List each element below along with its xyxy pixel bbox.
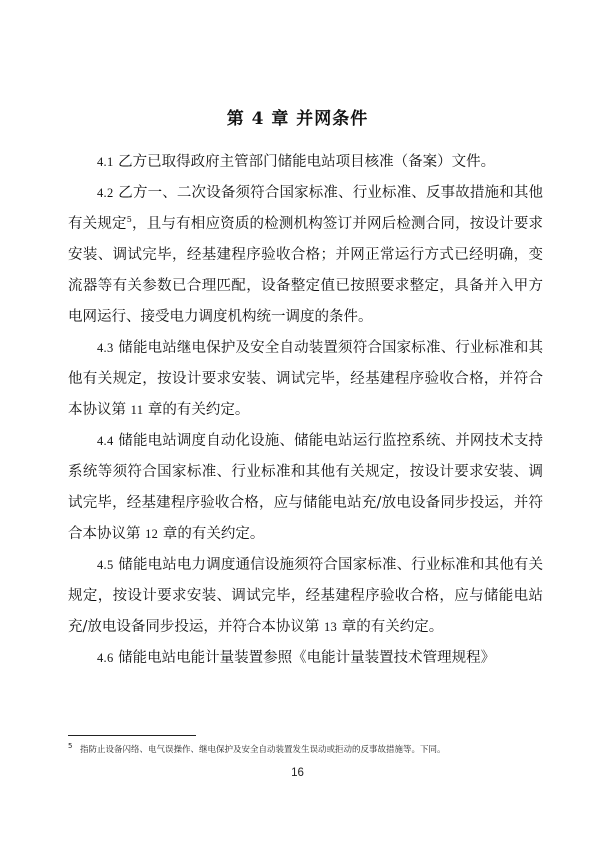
chapter-title: 第 4 章 并网条件 — [226, 109, 369, 129]
paragraph-4-1 — [68, 147, 543, 178]
clause-text: 储能电站电力调度通信设施须符合国家标准、行业标准和其他有关规定，按设计要求安装、调试完毕，经基建程序验收合格，应与储能电站充/放电设备同步投运，并符合本协议第 — [68, 557, 544, 635]
paragraph-4-2 — [68, 178, 543, 333]
chapter-reference: 11 — [130, 403, 144, 417]
footnote-reference: 5 — [126, 215, 132, 225]
clause-text: 储能电站电能计量装置参照《电能计量装置技术管理规程》 — [118, 650, 496, 666]
clause-number: 4.5 — [97, 558, 114, 572]
paragraph-4-5 — [68, 550, 543, 643]
clause-number: 4.1 — [97, 155, 114, 169]
chapter-reference: 12 — [145, 527, 159, 541]
clause-text: 乙方已取得政府主管部门储能电站项目核准（备案）文件。 — [118, 154, 496, 170]
body-text — [68, 147, 543, 674]
clause-text: 储能电站调度自动化设施、储能电站运行监控系统、并网技术支持系统等须符合国家标准、行业标准和其他有关规定，按设计要求安装、调试完毕，经基建程序验收合格，应与储能电站充/放电设备同步投运，并符合本协议第 — [68, 433, 544, 542]
clause-number: 4.2 — [97, 186, 114, 200]
paragraph-4-3 — [68, 333, 543, 426]
clause-number: 4.4 — [97, 434, 114, 448]
page-number: 16 — [291, 767, 304, 779]
paragraph-4-4 — [68, 426, 543, 550]
footnote-divider — [68, 735, 196, 736]
clause-number: 4.3 — [97, 341, 114, 355]
paragraph-4-6 — [68, 643, 543, 674]
footnote: 5 指防止设备闪络、电气误操作、继电保护及安全自动装置发生误动或拒动的反事故措施等。下同。 — [68, 742, 446, 755]
clause-text: 乙方一、二次设备须符合国家标准、行业标准、反事故措施和其他有关规定 — [68, 185, 544, 232]
clause-text: 章的有关约定。 — [147, 402, 250, 418]
clause-text: 储能电站继电保护及安全自动装置须符合国家标准、行业标准和其他有关规定，按设计要求安装、调试完毕，经基建程序验收合格，并符合本协议第 — [68, 340, 544, 418]
clause-number: 4.6 — [97, 651, 114, 665]
chapter-reference: 13 — [324, 620, 338, 634]
clause-text: 章的有关约定。 — [341, 619, 444, 635]
clause-text: ，且与有相应资质的检测机构签订并网后检测合同，按设计要求安装、调试完毕，经基建程序验收合格；并网正常运行方式已经明确，变流器等有关参数已合理匹配，设备整定值已按照要求整定，具备并入甲方电网运行、接受电力调度机构统一调度的条件。 — [68, 216, 544, 325]
footnote-text: 指防止设备闪络、电气误操作、继电保护及安全自动装置发生误动或拒动的反事故措施等。下同。 — [80, 745, 446, 755]
clause-text: 章的有关约定。 — [162, 526, 265, 542]
